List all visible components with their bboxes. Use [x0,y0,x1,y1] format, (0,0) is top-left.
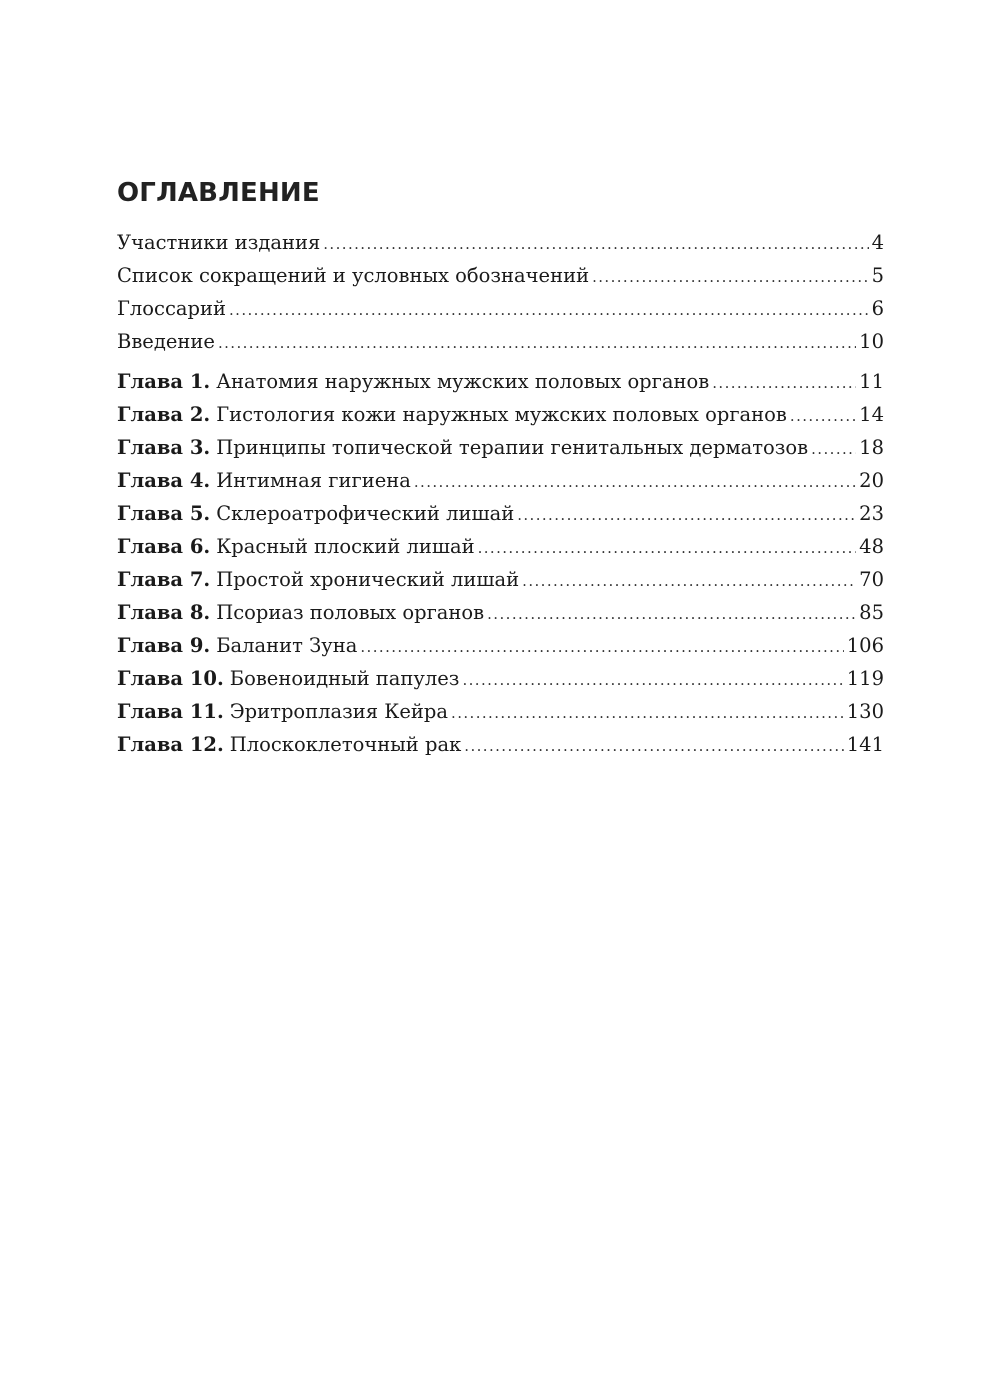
dot-leader [360,631,843,662]
chapter-number: Глава 10. [117,667,224,690]
toc-entry-label [117,563,519,596]
toc-entry-page: 11 [859,370,884,393]
chapter-number: Глава 11. [117,700,224,723]
dot-leader [323,228,868,259]
toc-entry-page: 141 [846,733,884,756]
toc-entry-page: 85 [859,601,884,624]
toc-entry-page: 130 [846,700,884,723]
toc-entry-label [117,530,475,563]
toc-entry-title: Склероатрофический лишай [216,502,515,525]
toc-entry-page: 48 [859,535,884,558]
toc-entry-title: Список сокращений и условных обозначений [117,264,590,287]
toc-entry-chapter-12[interactable] [117,728,884,761]
toc-entry-title: Псориаз половых органов [216,601,485,624]
dot-leader [229,294,869,325]
chapter-number: Глава 6. [117,535,211,558]
toc-entry-chapter-9[interactable] [117,629,884,662]
toc-entry-label [117,398,787,431]
toc-entry-title: Принципы топической терапии генитальных дерматозов [216,436,809,459]
toc-entry-chapter-4[interactable] [117,464,884,497]
chapter-number: Глава 7. [117,568,211,591]
toc-entry-page: 18 [859,436,884,459]
toc-entry-glossary[interactable] [117,292,884,325]
toc-entry-label [117,662,459,695]
chapter-number: Глава 12. [117,733,224,756]
dot-leader [790,400,856,431]
toc-entry-chapter-6[interactable] [117,530,884,563]
chapter-number: Глава 3. [117,436,211,459]
toc-entry-chapter-10[interactable] [117,662,884,695]
toc-entry-chapter-1[interactable] [117,365,884,398]
dot-leader [517,499,856,530]
page-title: ОГЛАВЛЕНИЕ [117,178,320,208]
toc-entry-page: 119 [846,667,884,690]
chapter-number: Глава 1. [117,370,211,393]
toc-entry-title: Введение [117,330,215,353]
dot-leader [218,327,856,358]
toc-entry-page: 20 [859,469,884,492]
toc-entry-page: 4 [871,231,884,254]
toc-entry-contributors[interactable] [117,226,884,259]
toc-entry-title: Гистология кожи наружных мужских половых органов [216,403,787,426]
table-of-contents [117,226,884,761]
dot-leader [712,367,856,398]
toc-entry-chapter-11[interactable] [117,695,884,728]
toc-entry-page: 23 [859,502,884,525]
toc-entry-page: 14 [859,403,884,426]
toc-entry-label [117,596,484,629]
toc-entry-label [117,464,411,497]
toc-entry-label [117,497,514,530]
dot-leader [414,466,856,497]
dot-leader [487,598,856,629]
toc-entry-title: Простой хронический лишай [216,568,520,591]
toc-entry-chapter-8[interactable] [117,596,884,629]
toc-entry-page: 106 [846,634,884,657]
toc-entry-label [117,365,709,398]
toc-entry-title: Баланит Зуна [216,634,358,657]
toc-entry-title: Интимная гигиена [216,469,411,492]
toc-entry-chapter-3[interactable] [117,431,884,464]
toc-entry-page: 10 [859,330,884,353]
toc-entry-chapter-7[interactable] [117,563,884,596]
toc-entry-label [117,431,808,464]
toc-entry-introduction[interactable] [117,325,884,358]
toc-entry-chapter-2[interactable] [117,398,884,431]
chapter-number: Глава 4. [117,469,211,492]
dot-leader [592,261,868,292]
toc-entry-abbreviations[interactable] [117,259,884,292]
toc-entry-label [117,728,461,761]
chapter-number: Глава 8. [117,601,211,624]
dot-leader [478,532,857,563]
toc-entry-title: Плоскоклеточный рак [229,733,462,756]
toc-entry-page: 5 [871,264,884,287]
toc-entry-title: Анатомия наружных мужских половых органов [216,370,710,393]
dot-leader [522,565,856,596]
chapter-number: Глава 2. [117,403,211,426]
chapter-number: Глава 9. [117,634,211,657]
toc-entry-page: 70 [859,568,884,591]
toc-entry-title: Глоссарий [117,297,226,320]
toc-entry-label [117,629,357,662]
chapter-number: Глава 5. [117,502,211,525]
toc-entry-title: Бовеноидный папулез [229,667,460,690]
toc-entry-page: 6 [871,297,884,320]
dot-leader [462,664,843,695]
toc-entry-title: Участники издания [117,231,321,254]
toc-entry-chapter-5[interactable] [117,497,884,530]
dot-leader [464,730,843,761]
toc-entry-title: Красный плоский лишай [216,535,475,558]
dot-leader [811,433,856,464]
toc-entry-title: Эритроплазия Кейра [229,700,449,723]
dot-leader [451,697,844,728]
toc-entry-label [117,695,448,728]
